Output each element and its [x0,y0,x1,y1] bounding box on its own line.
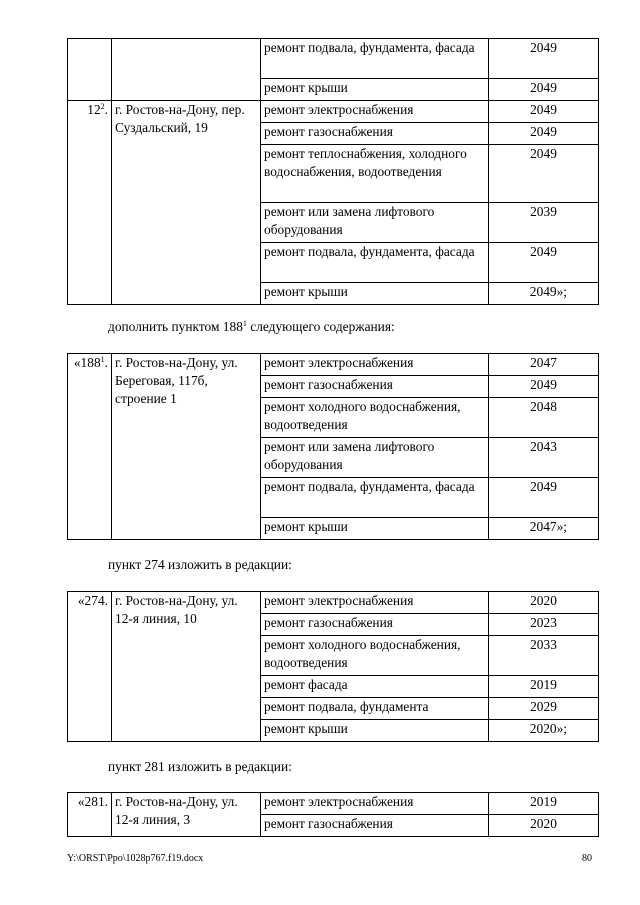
work-type-cell: ремонт газоснабжения [261,815,489,837]
item-number-superscript: 1 [100,355,105,364]
year-cell: 2020 [489,592,599,614]
year-cell: 2049 [489,145,599,203]
item-number: «281. [68,793,112,837]
work-type-cell: ремонт подвала, фундамента, фасада [261,478,489,518]
caption-superscript: 1 [242,319,247,328]
year-cell: 2020»; [489,720,599,742]
schedule-table [67,792,599,837]
work-type-cell: ремонт газоснабжения [261,123,489,145]
page-number: 80 [582,853,592,864]
year-cell: 2047»; [489,518,599,540]
work-type-cell: ремонт крыши [261,283,489,305]
work-type-cell: ремонт фасада [261,676,489,698]
work-type-cell: ремонт или замена лифтового оборудования [261,203,489,243]
work-type-cell: ремонт газоснабжения [261,376,489,398]
address-cell: г. Ростов-на-Дону, ул. 12-я линия, 10 [112,592,261,742]
table-row [68,101,599,123]
year-cell: 2023 [489,614,599,636]
year-cell: 2049»; [489,283,599,305]
work-type-cell: ремонт газоснабжения [261,614,489,636]
year-cell: 2020 [489,815,599,837]
year-cell: 2049 [489,478,599,518]
address-cell [112,39,261,101]
year-cell: 2049 [489,376,599,398]
item-number-cell [68,39,112,101]
year-cell: 2019 [489,676,599,698]
work-type-cell: ремонт электроснабжения [261,793,489,815]
schedule-table [67,591,599,742]
year-cell: 2033 [489,636,599,676]
year-cell: 2019 [489,793,599,815]
schedule-table-continued [67,38,599,305]
year-cell: 2049 [489,101,599,123]
year-cell: 2049 [489,123,599,145]
address-cell: г. Ростов-на-Дону, ул. 12-я линия, 3 [112,793,261,837]
table-row [68,592,599,614]
instruction-text: пункт 281 изложить в редакции: [108,759,292,774]
work-type-cell: ремонт электроснабжения [261,592,489,614]
footer-file-path: Y:\ORST\Ppo\1028p767.f19.docx [67,853,204,864]
item-number-cell: «$188^1$. [68,354,112,540]
item-number-cell: $12^2$. [68,101,112,305]
work-type-cell: ремонт подвала, фундамента [261,698,489,720]
work-type-cell: ремонт холодного водоснабжения, водоотведения [261,636,489,676]
item-number-superscript: 2 [100,102,105,111]
work-type-cell: ремонт теплоснабжения, холодного водоснабжения, водоотведения [261,145,489,203]
table-row [68,39,599,79]
work-type-cell: ремонт электроснабжения [261,354,489,376]
work-type-cell: ремонт крыши [261,720,489,742]
year-cell: 2039 [489,203,599,243]
address-cell: г. Ростов-на-Дону, ул. Береговая, 117б, строение 1 [112,354,261,540]
instruction-text: дополнить пунктом $188^1$ следующего содержания: [108,319,395,334]
table-row [68,354,599,376]
year-cell: 2043 [489,438,599,478]
table-row [68,793,599,815]
instruction-text: пункт 274 изложить в редакции: [108,557,292,572]
address-cell: г. Ростов-на-Дону, пер. Суздальский, 19 [112,101,261,305]
year-cell: 2049 [489,79,599,101]
work-type-cell: ремонт подвала, фундамента, фасада [261,243,489,283]
work-type-cell: ремонт холодного водоснабжения, водоотведения [261,398,489,438]
work-type-cell: ремонт крыши [261,518,489,540]
work-type-cell: ремонт или замена лифтового оборудования [261,438,489,478]
year-cell: 2049 [489,39,599,79]
schedule-table [67,353,599,540]
year-cell: 2048 [489,398,599,438]
item-number: «274. [68,592,112,742]
year-cell: 2029 [489,698,599,720]
work-type-cell: ремонт подвала, фундамента, фасада [261,39,489,79]
year-cell: 2049 [489,243,599,283]
work-type-cell: ремонт электроснабжения [261,101,489,123]
item-number: «188 [73,355,101,370]
year-cell: 2047 [489,354,599,376]
item-number: 12 [87,102,101,117]
work-type-cell: ремонт крыши [261,79,489,101]
